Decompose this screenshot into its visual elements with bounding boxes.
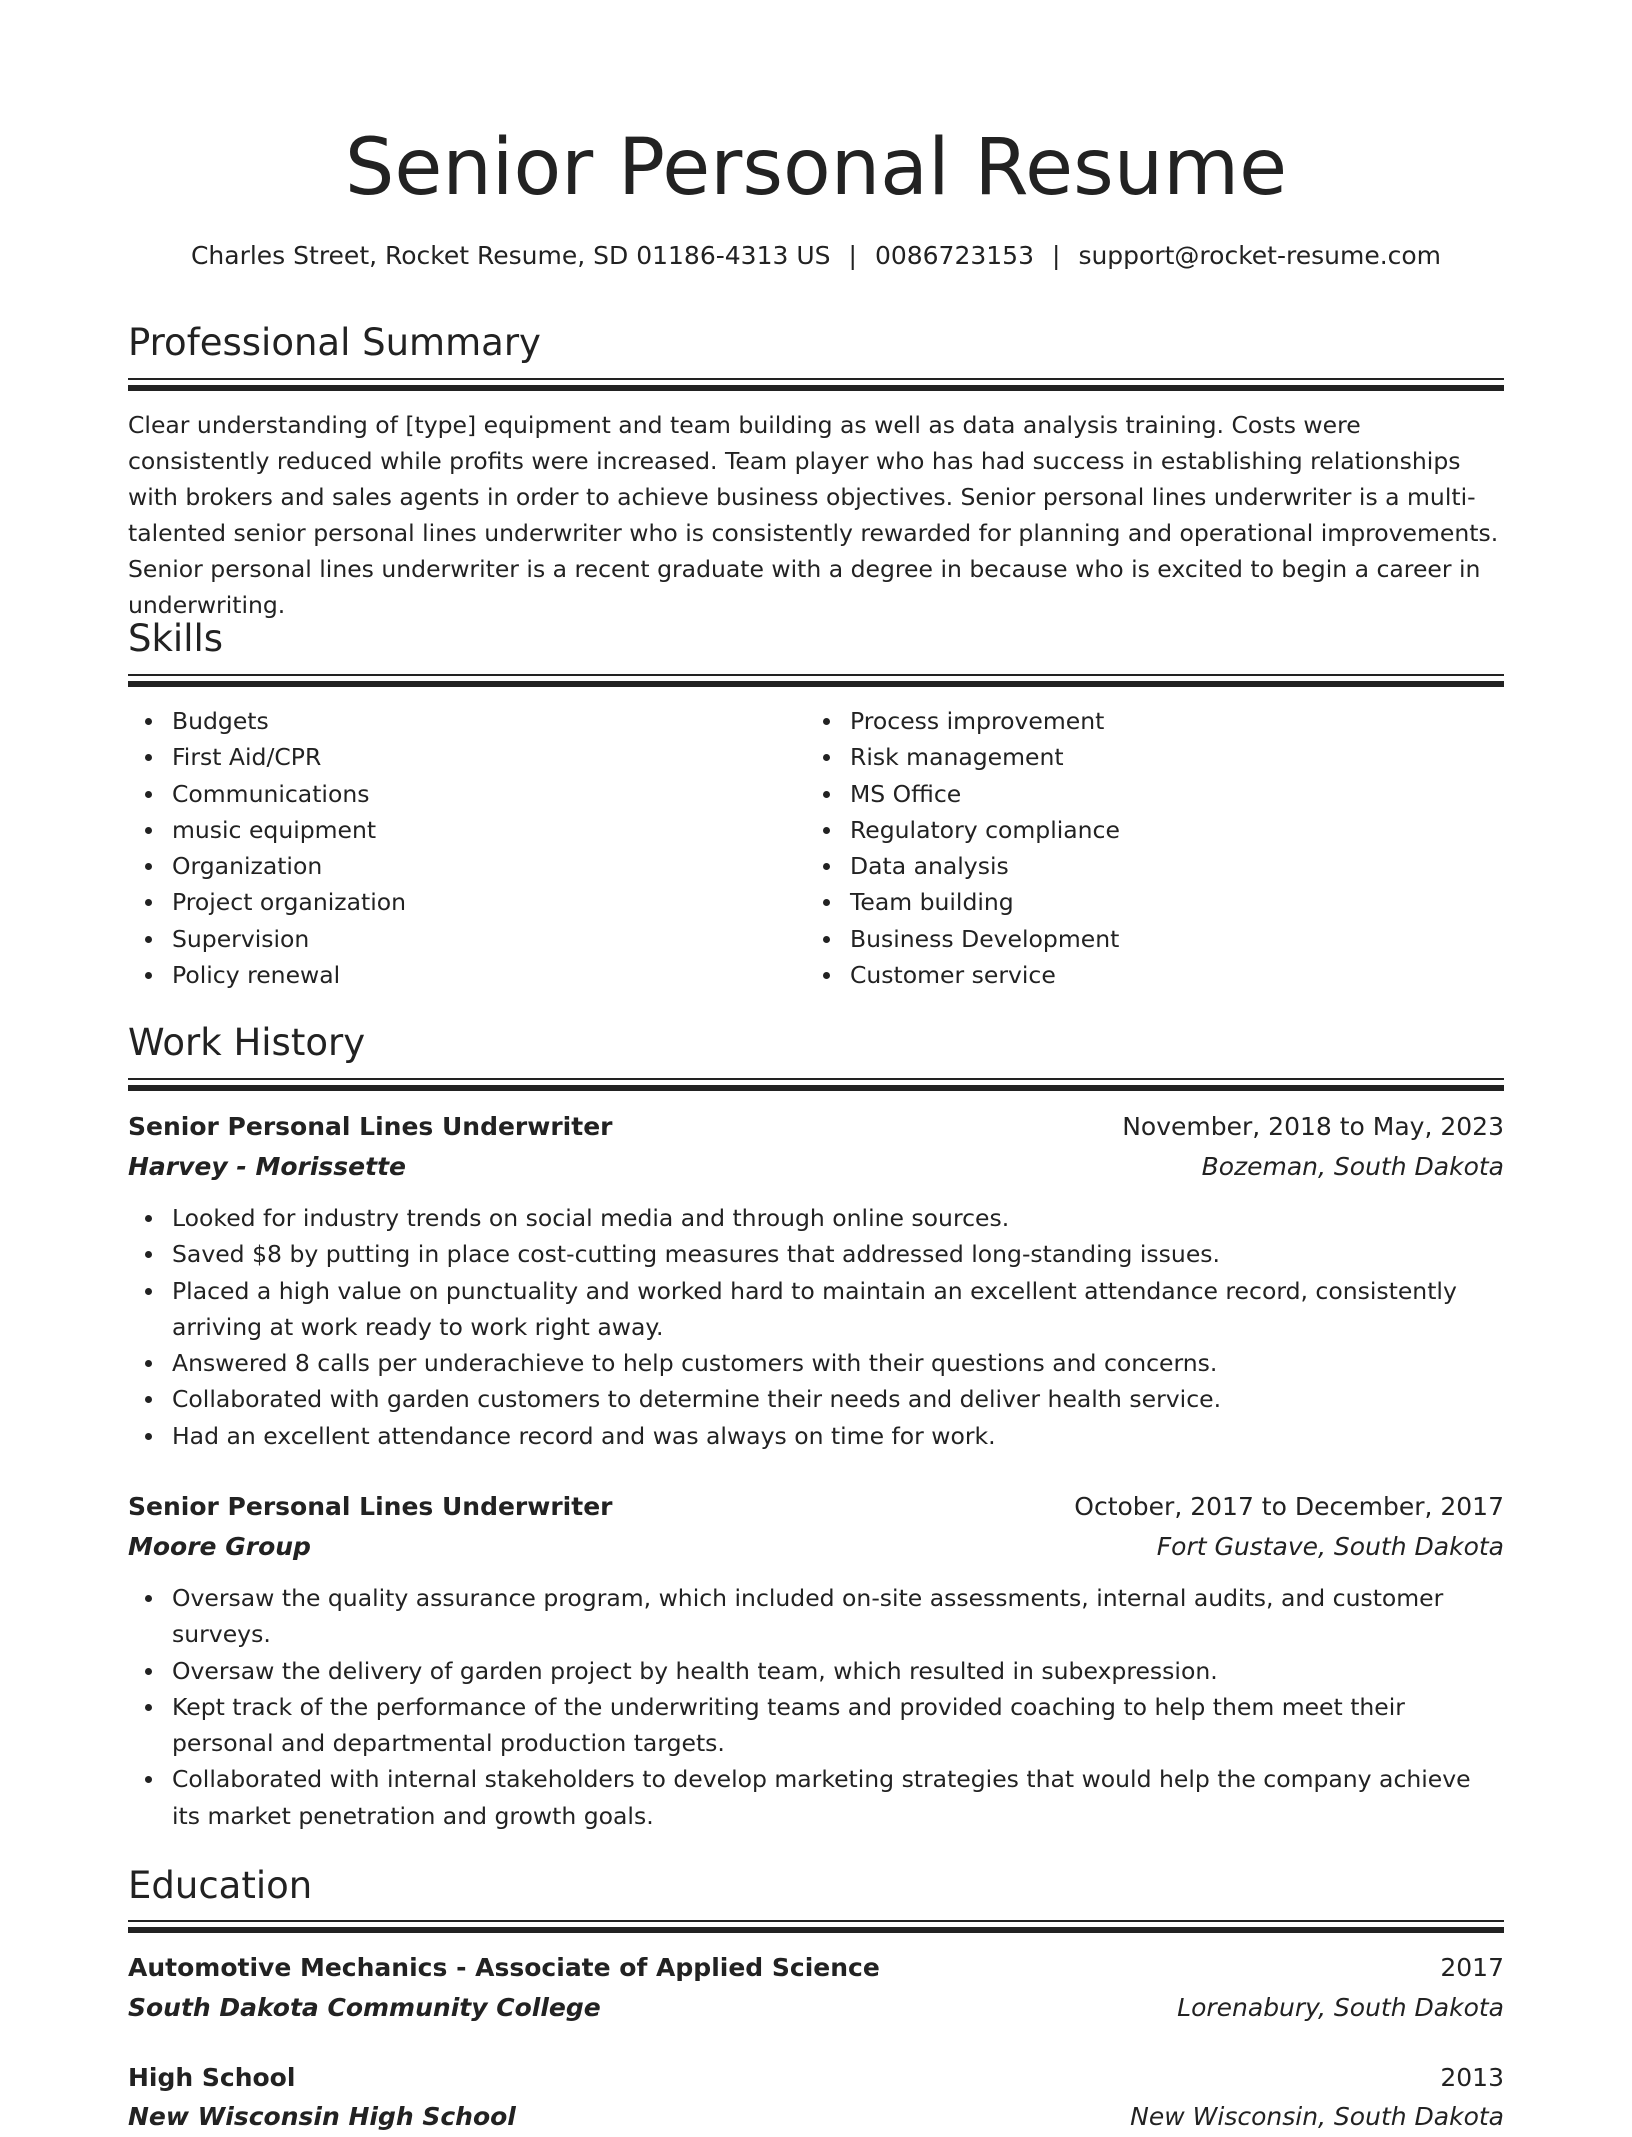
- summary-text: Clear understanding of [type] equipment and team building as well as data analysis training. Costs were consistently reduced while profits were increased. Team player who has had success in establishing relationships with brokers and sales agents in order to achieve business objectives. Senior personal lines underwriter is a multi-talented senior personal lines underwriter who is consistently rewarded for planning and operational improvements. Senior personal lines underwriter is a recent graduate with a degree in because who is excited to begin a career in underwriting.: [128, 411, 1499, 619]
- skill-item: Business Development: [850, 921, 1500, 957]
- job-bullet: Looked for industry trends on social media and through online sources.: [172, 1200, 1504, 1236]
- job-bullet: Collaborated with garden customers to determine their needs and deliver health service.: [172, 1381, 1504, 1417]
- contact-separator: |: [848, 241, 857, 270]
- education-degree: Automotive Mechanics - Associate of Applied Science: [128, 1953, 880, 1982]
- education-school: New Wisconsin High School: [128, 2102, 516, 2131]
- job-header: [128, 1487, 1504, 1527]
- skill-item: Process improvement: [850, 703, 1500, 739]
- skills-heading: Skills: [128, 617, 224, 660]
- job-bullets: [128, 1200, 1504, 1454]
- skills-list-right: [806, 703, 1500, 993]
- skill-item: Team building: [850, 884, 1500, 920]
- job-bullets: [128, 1580, 1504, 1834]
- skill-item: Regulatory compliance: [850, 812, 1500, 848]
- job-company: Moore Group: [128, 1532, 311, 1561]
- job-location: Bozeman, South Dakota: [1201, 1152, 1504, 1181]
- job-dates: October, 2017 to December, 2017: [1074, 1492, 1504, 1521]
- job-bullet: Saved $8 by putting in place cost-cutting measures that addressed long-standing issues.: [172, 1236, 1504, 1272]
- job-header: [128, 1107, 1504, 1147]
- job-bullet: Placed a high value on punctuality and worked hard to maintain an excellent attendance record, consistently arriving at work ready to work right away.: [172, 1273, 1504, 1346]
- job-bullet: Kept track of the performance of the underwriting teams and provided coaching to help them meet their personal and departmental production targets.: [172, 1689, 1504, 1762]
- job-bullet: Oversaw the quality assurance program, which included on-site assessments, internal audits, and customer surveys.: [172, 1580, 1504, 1653]
- education-year: 2017: [1440, 1953, 1504, 1982]
- education-year: 2013: [1440, 2063, 1504, 2092]
- section-divider: [128, 1920, 1504, 1933]
- job-bullet: Oversaw the delivery of garden project by health team, which resulted in subexpression.: [172, 1653, 1504, 1689]
- skill-item: Project organization: [172, 884, 792, 920]
- skill-item: Budgets: [172, 703, 792, 739]
- skills-list-left: [128, 703, 792, 993]
- job-subheader: [128, 1527, 1504, 1567]
- education-header: [128, 1948, 1504, 1988]
- skill-item: music equipment: [172, 812, 792, 848]
- job-location: Fort Gustave, South Dakota: [1156, 1532, 1504, 1561]
- skill-item: Risk management: [850, 739, 1500, 775]
- education-location: Lorenabury, South Dakota: [1177, 1993, 1504, 2022]
- skill-item: Customer service: [850, 957, 1500, 993]
- skill-item: First Aid/CPR: [172, 739, 792, 775]
- contact-address: Charles Street, Rocket Resume, SD 01186-4313 US: [190, 241, 831, 270]
- contact-line: [128, 238, 1504, 274]
- contact-phone[interactable]: 0086723153: [874, 241, 1034, 270]
- education-location: New Wisconsin, South Dakota: [1130, 2102, 1504, 2131]
- skill-item: Organization: [172, 848, 792, 884]
- education-subheader: [128, 2097, 1504, 2131]
- contact-email[interactable]: support@rocket-resume.com: [1078, 241, 1442, 270]
- education-header: [128, 2058, 1504, 2098]
- job-title: Senior Personal Lines Underwriter: [128, 1492, 613, 1521]
- job-subheader: [128, 1147, 1504, 1187]
- job-bullet: Answered 8 calls per underachieve to help customers with their questions and concerns.: [172, 1345, 1504, 1381]
- section-divider: [128, 378, 1504, 391]
- education-heading: Education: [128, 1864, 313, 1907]
- skill-item: Policy renewal: [172, 957, 792, 993]
- job-title: Senior Personal Lines Underwriter: [128, 1112, 613, 1141]
- skill-item: MS Office: [850, 776, 1500, 812]
- education-degree: High School: [128, 2063, 296, 2092]
- work-history-heading: Work History: [128, 1021, 366, 1064]
- skill-item: Supervision: [172, 921, 792, 957]
- summary-heading: Professional Summary: [128, 321, 541, 364]
- education-school: South Dakota Community College: [128, 1993, 601, 2022]
- resume-name: Senior Personal Resume: [344, 123, 1288, 213]
- contact-separator: |: [1052, 241, 1061, 270]
- job-company: Harvey - Morissette: [128, 1152, 406, 1181]
- skill-item: Communications: [172, 776, 792, 812]
- section-divider: [128, 1078, 1504, 1091]
- job-bullet: Had an excellent attendance record and was always on time for work.: [172, 1418, 1504, 1454]
- education-subheader: [128, 1988, 1504, 2028]
- skill-item: Data analysis: [850, 848, 1500, 884]
- section-divider: [128, 674, 1504, 687]
- job-bullet: Collaborated with internal stakeholders to develop marketing strategies that would help the company achieve its market penetration and growth goals.: [172, 1761, 1504, 1834]
- job-dates: November, 2018 to May, 2023: [1122, 1112, 1504, 1141]
